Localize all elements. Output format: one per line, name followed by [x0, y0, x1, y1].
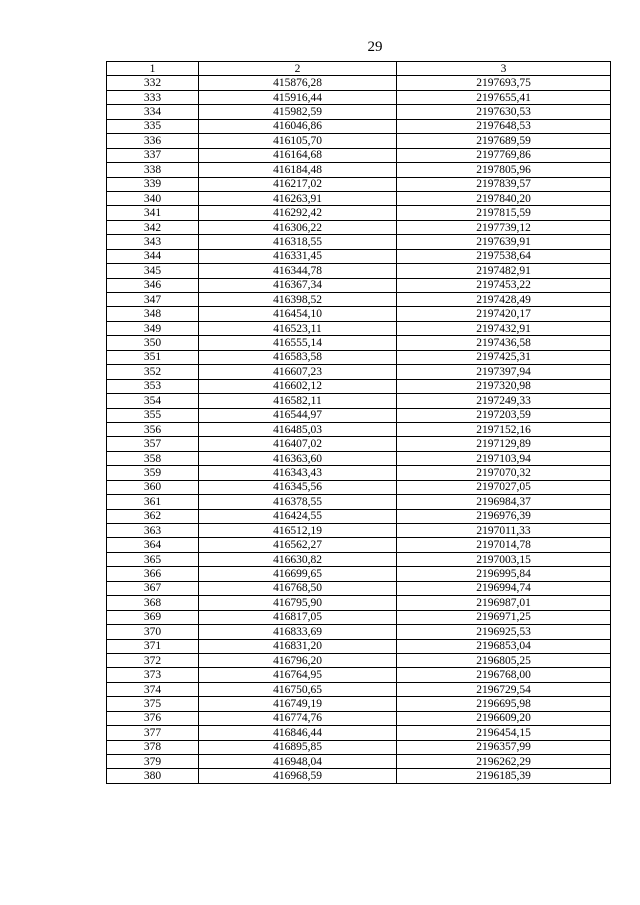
table-row [107, 206, 611, 220]
table-header-row [107, 62, 611, 76]
y-coordinate-cell: 2196695,98 [397, 697, 611, 711]
y-coordinate-cell: 2197805,96 [397, 163, 611, 177]
point-number-cell: 369 [107, 610, 199, 624]
y-coordinate-cell: 2197203,59 [397, 408, 611, 422]
y-coordinate-cell: 2197070,32 [397, 466, 611, 480]
x-coordinate-cell: 416968,59 [199, 769, 397, 783]
x-coordinate-cell: 416105,70 [199, 134, 397, 148]
table-body [107, 76, 611, 783]
y-coordinate-cell: 2196995,84 [397, 567, 611, 581]
y-coordinate-cell: 2197249,33 [397, 394, 611, 408]
x-coordinate-cell: 416948,04 [199, 755, 397, 769]
x-coordinate-cell: 416398,52 [199, 293, 397, 307]
y-coordinate-cell: 2196609,20 [397, 711, 611, 725]
point-number-cell: 338 [107, 163, 199, 177]
point-number-cell: 380 [107, 769, 199, 783]
y-coordinate-cell: 2196454,15 [397, 726, 611, 740]
table-row [107, 524, 611, 538]
table-row [107, 119, 611, 133]
y-coordinate-cell: 2197152,16 [397, 422, 611, 436]
x-coordinate-cell: 416292,42 [199, 206, 397, 220]
x-coordinate-cell: 416544,97 [199, 408, 397, 422]
x-coordinate-cell: 416523,11 [199, 321, 397, 335]
point-number-cell: 358 [107, 451, 199, 465]
table-row [107, 235, 611, 249]
x-coordinate-cell: 416831,20 [199, 639, 397, 653]
x-coordinate-cell: 416562,27 [199, 538, 397, 552]
table-row [107, 755, 611, 769]
x-coordinate-cell: 416345,56 [199, 480, 397, 494]
point-number-cell: 341 [107, 206, 199, 220]
y-coordinate-cell: 2197655,41 [397, 90, 611, 104]
y-coordinate-cell: 2196925,53 [397, 625, 611, 639]
point-number-cell: 367 [107, 581, 199, 595]
x-coordinate-cell: 416699,65 [199, 567, 397, 581]
point-number-cell: 355 [107, 408, 199, 422]
x-coordinate-cell: 416796,20 [199, 653, 397, 667]
table-row [107, 264, 611, 278]
table-row [107, 769, 611, 783]
table-row [107, 350, 611, 364]
x-coordinate-cell: 416846,44 [199, 726, 397, 740]
y-coordinate-cell: 2196853,04 [397, 639, 611, 653]
point-number-cell: 352 [107, 365, 199, 379]
point-number-cell: 339 [107, 177, 199, 191]
point-number-cell: 350 [107, 336, 199, 350]
point-number-cell: 354 [107, 394, 199, 408]
y-coordinate-cell: 2197739,12 [397, 220, 611, 234]
y-coordinate-cell: 2197648,53 [397, 119, 611, 133]
point-number-cell: 372 [107, 653, 199, 667]
point-number-cell: 353 [107, 379, 199, 393]
x-coordinate-cell: 415876,28 [199, 76, 397, 90]
point-number-cell: 376 [107, 711, 199, 725]
point-number-cell: 357 [107, 437, 199, 451]
y-coordinate-cell: 2197027,05 [397, 480, 611, 494]
y-coordinate-cell: 2196971,25 [397, 610, 611, 624]
x-coordinate-cell: 416555,14 [199, 336, 397, 350]
table-row [107, 726, 611, 740]
table-row [107, 394, 611, 408]
point-number-cell: 351 [107, 350, 199, 364]
table-row [107, 567, 611, 581]
point-number-cell: 340 [107, 191, 199, 205]
x-coordinate-cell: 416512,19 [199, 524, 397, 538]
x-coordinate-cell: 416306,22 [199, 220, 397, 234]
table-row [107, 220, 611, 234]
table-row [107, 379, 611, 393]
x-coordinate-cell: 416833,69 [199, 625, 397, 639]
point-number-cell: 344 [107, 249, 199, 263]
x-coordinate-cell: 416795,90 [199, 596, 397, 610]
y-coordinate-cell: 2196768,00 [397, 668, 611, 682]
x-coordinate-cell: 416750,65 [199, 682, 397, 696]
point-number-cell: 363 [107, 524, 199, 538]
point-number-cell: 347 [107, 293, 199, 307]
table-row [107, 307, 611, 321]
point-number-cell: 336 [107, 134, 199, 148]
point-number-cell: 366 [107, 567, 199, 581]
table-header [107, 62, 611, 76]
x-coordinate-cell: 416607,23 [199, 365, 397, 379]
y-coordinate-cell: 2197397,94 [397, 365, 611, 379]
x-coordinate-cell: 416343,43 [199, 466, 397, 480]
point-number-cell: 379 [107, 755, 199, 769]
y-coordinate-cell: 2197436,58 [397, 336, 611, 350]
point-number-cell: 374 [107, 682, 199, 696]
x-coordinate-cell: 415982,59 [199, 105, 397, 119]
table-row [107, 711, 611, 725]
x-coordinate-cell: 416582,11 [199, 394, 397, 408]
table-row [107, 365, 611, 379]
point-number-cell: 364 [107, 538, 199, 552]
point-number-cell: 365 [107, 552, 199, 566]
point-number-cell: 359 [107, 466, 199, 480]
point-number-cell: 335 [107, 119, 199, 133]
x-coordinate-cell: 416318,55 [199, 235, 397, 249]
y-coordinate-cell: 2197432,91 [397, 321, 611, 335]
x-coordinate-cell: 416378,55 [199, 495, 397, 509]
y-coordinate-cell: 2196185,39 [397, 769, 611, 783]
y-coordinate-cell: 2197769,86 [397, 148, 611, 162]
point-number-cell: 362 [107, 509, 199, 523]
x-coordinate-cell: 416895,85 [199, 740, 397, 754]
table-row [107, 191, 611, 205]
table-row [107, 321, 611, 335]
y-coordinate-cell: 2197630,53 [397, 105, 611, 119]
y-coordinate-cell: 2197129,89 [397, 437, 611, 451]
y-coordinate-cell: 2196987,01 [397, 596, 611, 610]
x-coordinate-cell: 416454,10 [199, 307, 397, 321]
y-coordinate-cell: 2197420,17 [397, 307, 611, 321]
table-row [107, 249, 611, 263]
table-row [107, 466, 611, 480]
x-coordinate-cell: 416817,05 [199, 610, 397, 624]
x-coordinate-cell: 416630,82 [199, 552, 397, 566]
x-coordinate-cell: 416768,50 [199, 581, 397, 595]
y-coordinate-cell: 2197639,91 [397, 235, 611, 249]
point-number-cell: 370 [107, 625, 199, 639]
point-number-cell: 373 [107, 668, 199, 682]
column-header-1: 1 [107, 62, 199, 76]
table-row [107, 639, 611, 653]
y-coordinate-cell: 2196994,74 [397, 581, 611, 595]
x-coordinate-cell: 416344,78 [199, 264, 397, 278]
table-row [107, 336, 611, 350]
table-row [107, 177, 611, 191]
y-coordinate-cell: 2197103,94 [397, 451, 611, 465]
x-coordinate-cell: 416363,60 [199, 451, 397, 465]
table-row [107, 610, 611, 624]
table-row [107, 581, 611, 595]
point-number-cell: 378 [107, 740, 199, 754]
point-number-cell: 360 [107, 480, 199, 494]
y-coordinate-cell: 2197453,22 [397, 278, 611, 292]
x-coordinate-cell: 415916,44 [199, 90, 397, 104]
y-coordinate-cell: 2197428,49 [397, 293, 611, 307]
table-row [107, 596, 611, 610]
point-number-cell: 337 [107, 148, 199, 162]
y-coordinate-cell: 2197538,64 [397, 249, 611, 263]
y-coordinate-cell: 2197693,75 [397, 76, 611, 90]
x-coordinate-cell: 416583,58 [199, 350, 397, 364]
point-number-cell: 377 [107, 726, 199, 740]
y-coordinate-cell: 2196984,37 [397, 495, 611, 509]
table-row [107, 682, 611, 696]
table-row [107, 134, 611, 148]
column-header-2: 2 [199, 62, 397, 76]
table-row [107, 451, 611, 465]
x-coordinate-cell: 416217,02 [199, 177, 397, 191]
y-coordinate-cell: 2197003,15 [397, 552, 611, 566]
table-row [107, 625, 611, 639]
x-coordinate-cell: 416774,76 [199, 711, 397, 725]
x-coordinate-cell: 416263,91 [199, 191, 397, 205]
y-coordinate-cell: 2197815,59 [397, 206, 611, 220]
point-number-cell: 342 [107, 220, 199, 234]
table-row [107, 105, 611, 119]
point-number-cell: 371 [107, 639, 199, 653]
column-header-3: 3 [397, 62, 611, 76]
table-row [107, 148, 611, 162]
point-number-cell: 349 [107, 321, 199, 335]
coordinates-table [106, 61, 611, 784]
y-coordinate-cell: 2197689,59 [397, 134, 611, 148]
table-row [107, 293, 611, 307]
table-row [107, 163, 611, 177]
table-row [107, 668, 611, 682]
y-coordinate-cell: 2196729,54 [397, 682, 611, 696]
y-coordinate-cell: 2197840,20 [397, 191, 611, 205]
table-row [107, 408, 611, 422]
point-number-cell: 368 [107, 596, 199, 610]
point-number-cell: 333 [107, 90, 199, 104]
table-row [107, 653, 611, 667]
y-coordinate-cell: 2196357,99 [397, 740, 611, 754]
point-number-cell: 332 [107, 76, 199, 90]
x-coordinate-cell: 416164,68 [199, 148, 397, 162]
y-coordinate-cell: 2197839,57 [397, 177, 611, 191]
x-coordinate-cell: 416749,19 [199, 697, 397, 711]
x-coordinate-cell: 416367,34 [199, 278, 397, 292]
point-number-cell: 361 [107, 495, 199, 509]
table-row [107, 90, 611, 104]
x-coordinate-cell: 416331,45 [199, 249, 397, 263]
table-row [107, 538, 611, 552]
y-coordinate-cell: 2197320,98 [397, 379, 611, 393]
table-row [107, 552, 611, 566]
table-row [107, 480, 611, 494]
x-coordinate-cell: 416046,86 [199, 119, 397, 133]
y-coordinate-cell: 2196976,39 [397, 509, 611, 523]
table-row [107, 437, 611, 451]
page-number: 29 [367, 39, 383, 55]
point-number-cell: 356 [107, 422, 199, 436]
table-row [107, 740, 611, 754]
x-coordinate-cell: 416764,95 [199, 668, 397, 682]
point-number-cell: 346 [107, 278, 199, 292]
y-coordinate-cell: 2197011,33 [397, 524, 611, 538]
y-coordinate-cell: 2196262,29 [397, 755, 611, 769]
x-coordinate-cell: 416424,55 [199, 509, 397, 523]
point-number-cell: 348 [107, 307, 199, 321]
x-coordinate-cell: 416407,02 [199, 437, 397, 451]
table-row [107, 697, 611, 711]
x-coordinate-cell: 416602,12 [199, 379, 397, 393]
table-row [107, 76, 611, 90]
table-row [107, 278, 611, 292]
table-row [107, 422, 611, 436]
y-coordinate-cell: 2196805,25 [397, 653, 611, 667]
point-number-cell: 343 [107, 235, 199, 249]
x-coordinate-cell: 416485,03 [199, 422, 397, 436]
y-coordinate-cell: 2197425,31 [397, 350, 611, 364]
y-coordinate-cell: 2197014,78 [397, 538, 611, 552]
table-row [107, 509, 611, 523]
point-number-cell: 345 [107, 264, 199, 278]
x-coordinate-cell: 416184,48 [199, 163, 397, 177]
table-row [107, 495, 611, 509]
point-number-cell: 375 [107, 697, 199, 711]
y-coordinate-cell: 2197482,91 [397, 264, 611, 278]
point-number-cell: 334 [107, 105, 199, 119]
